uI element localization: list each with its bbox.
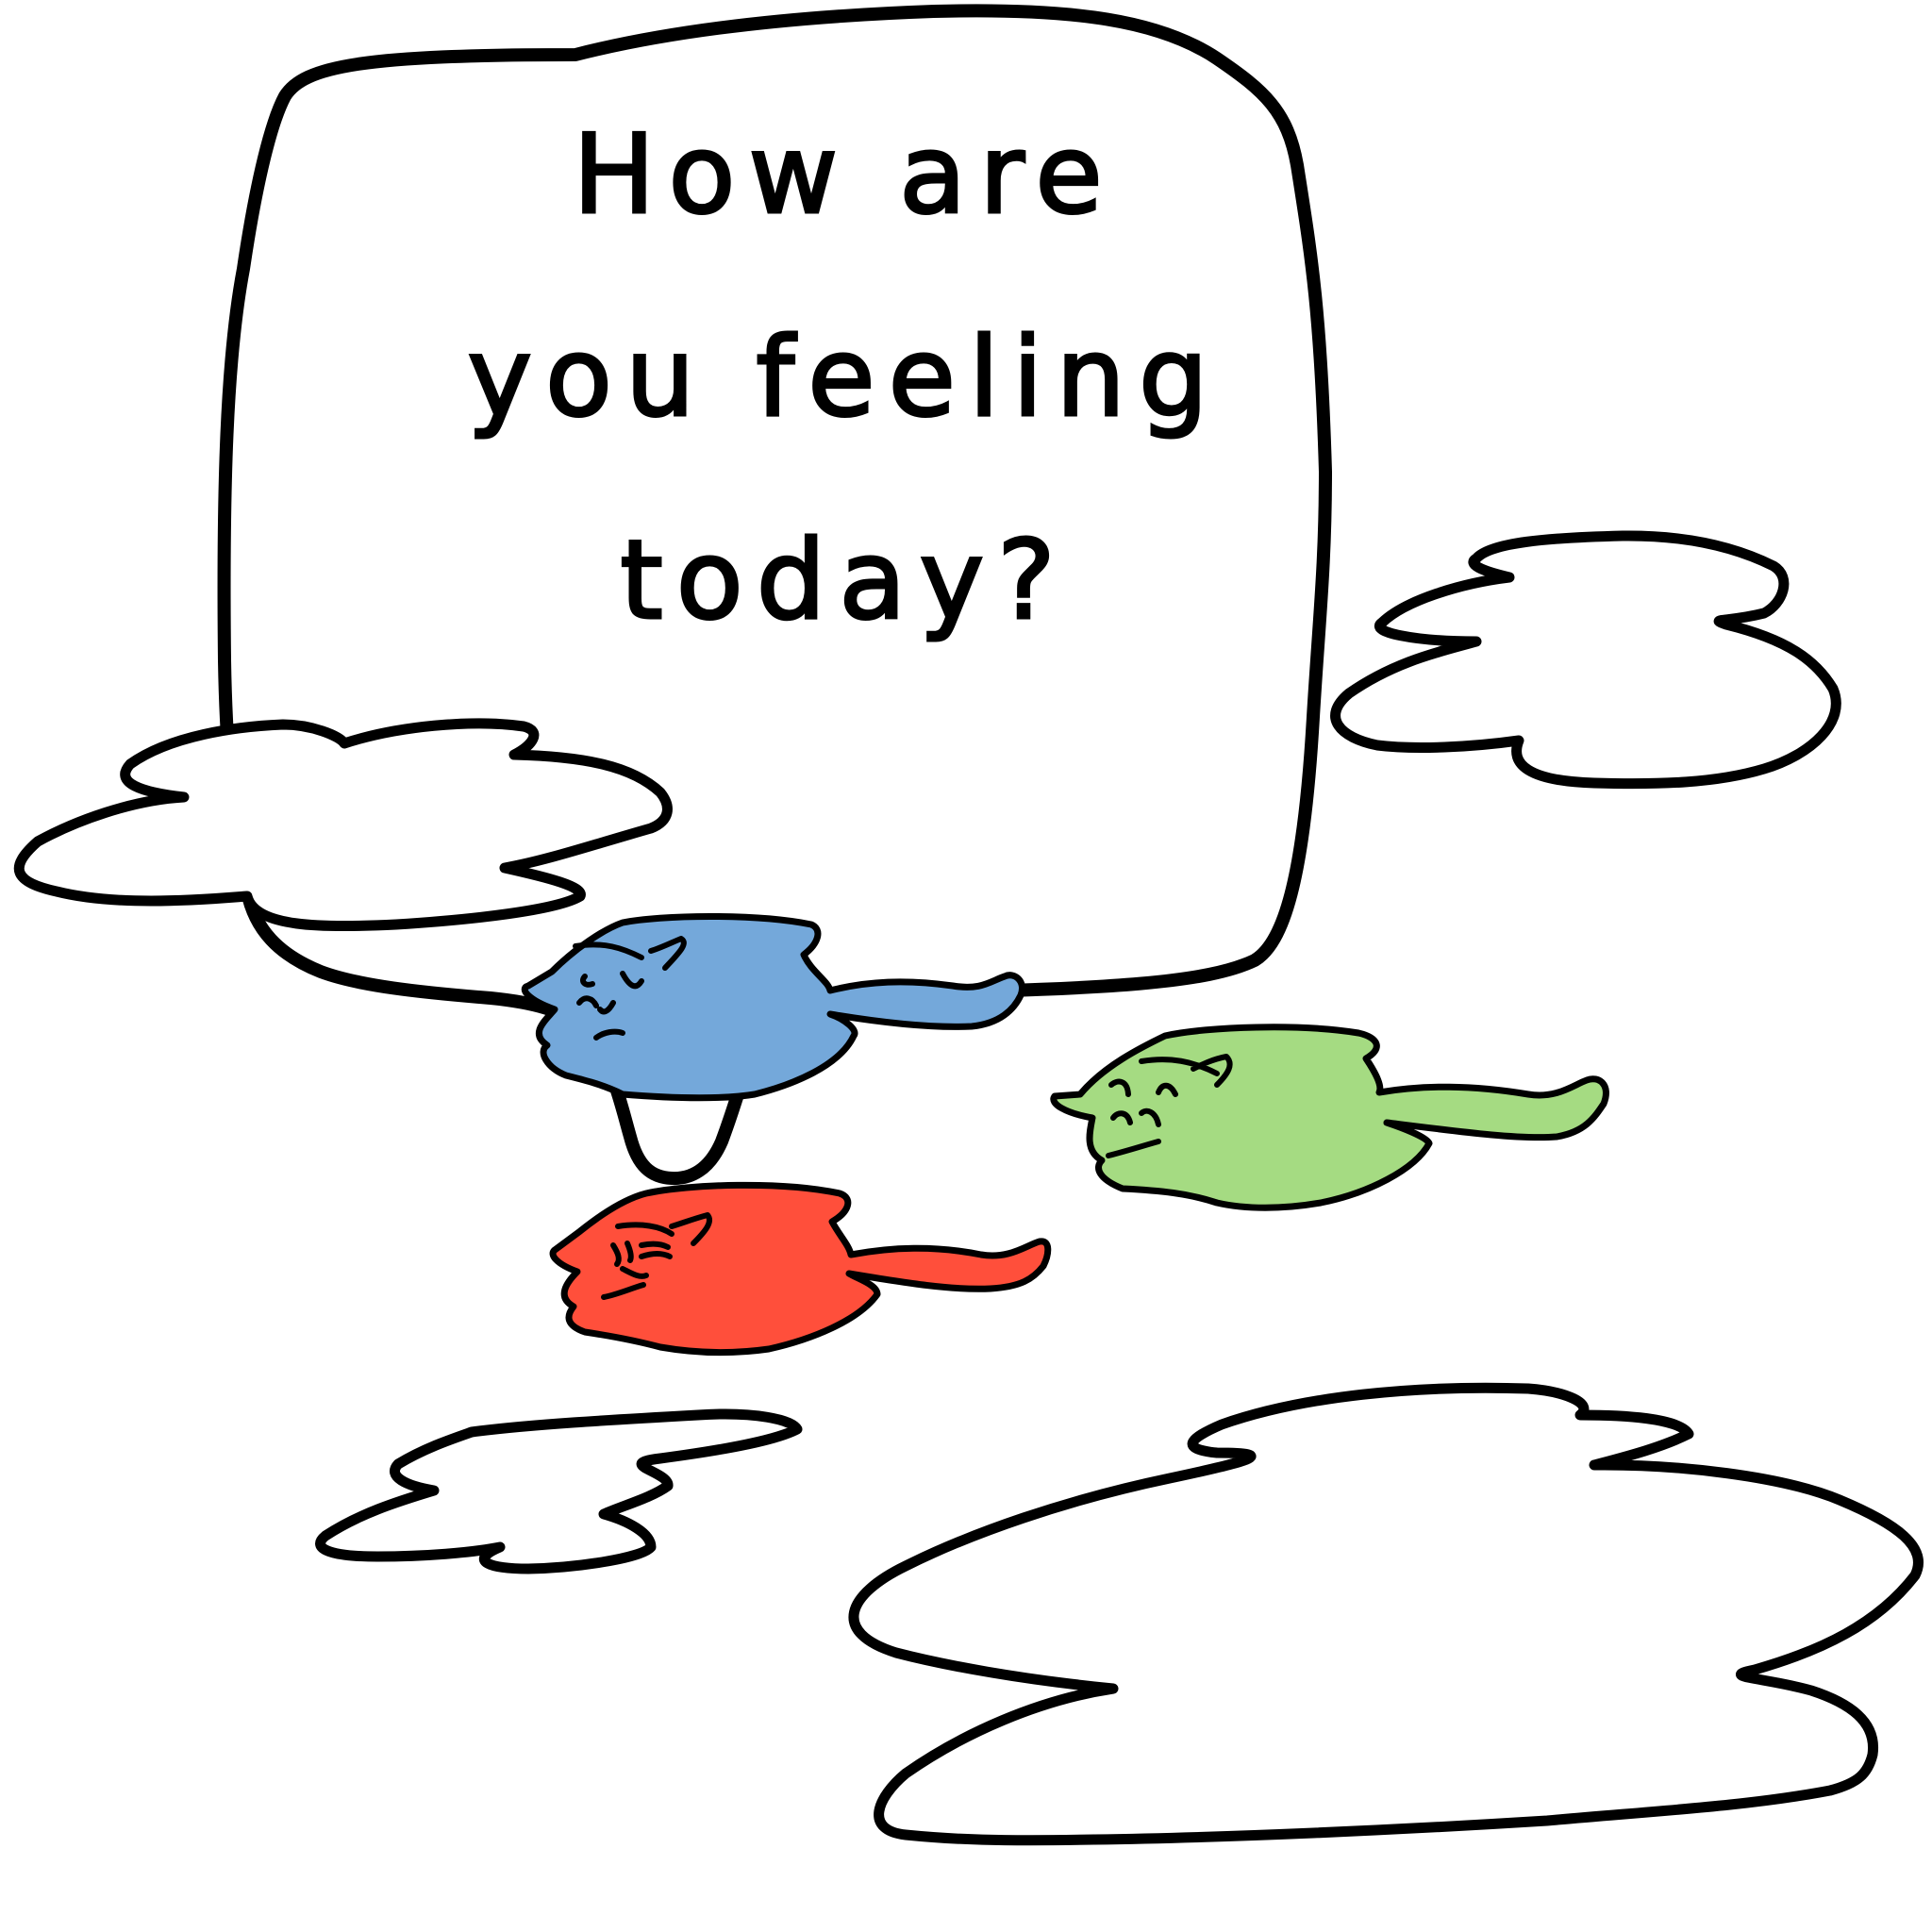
cat-green bbox=[1054, 1027, 1607, 1208]
cloud-bottom-right bbox=[854, 1388, 1919, 1840]
cloud-middle-left bbox=[19, 724, 667, 926]
speech-line-3: today? bbox=[620, 517, 1069, 644]
cloud-bottom-left bbox=[321, 1414, 797, 1569]
speech-line-1: How are bbox=[573, 111, 1116, 239]
cat-red bbox=[553, 1185, 1048, 1352]
speech-line-2: you feeling bbox=[467, 314, 1222, 441]
cloud-top-right bbox=[1336, 536, 1837, 784]
cat-green-body bbox=[1054, 1027, 1607, 1208]
